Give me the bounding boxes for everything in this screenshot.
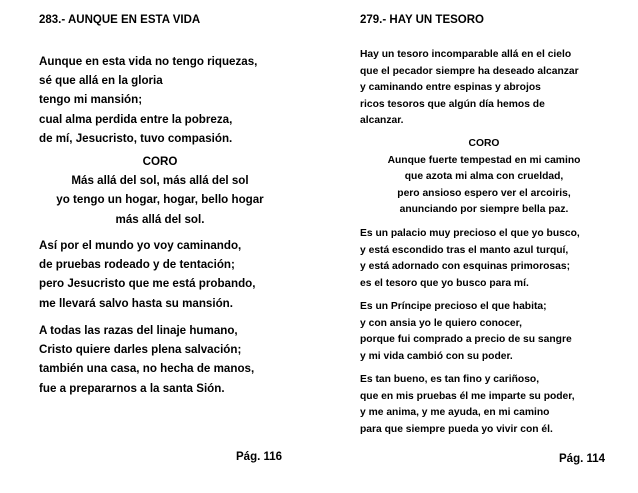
chorus-line: que azota mi alma con crueldad, <box>404 171 564 182</box>
verse-line: también una casa, no hecha de manos, <box>39 362 255 376</box>
stanza-4 <box>360 372 575 438</box>
page-number: Pág. 116 <box>236 451 283 463</box>
verse-line: A todas las razas del linaje humano, <box>39 324 238 337</box>
verse-line: pero Jesucristo que me está probando, <box>39 277 256 291</box>
verse-line: Es un Príncipe precioso el que habita; <box>360 301 547 312</box>
verse-line: porque fui comprado a precio de su sangre <box>360 334 572 345</box>
verse-line: tengo mi mansión; <box>39 93 143 107</box>
verse-line: de pruebas rodeado y de tentación; <box>39 258 235 272</box>
stanza-2 <box>39 236 255 313</box>
chorus-line: Más allá del sol, más allá del sol <box>71 174 249 188</box>
verse-line: sé que allá en la gloria <box>39 74 163 88</box>
verse-line: y con ansia yo le quiero conocer, <box>360 317 522 329</box>
verse-line: me llevará salvo hasta su mansión. <box>39 296 233 310</box>
chorus-line: más allá del sol. <box>115 212 205 226</box>
verse-line: Hay un tesoro incomparable allá en el cielo <box>360 49 572 60</box>
stanza-3 <box>39 321 254 398</box>
chorus-line: pero ansioso espero ver el arcoiris, <box>397 187 571 199</box>
verse-line: y está escondido tras el manto azul turquí, <box>360 244 569 256</box>
stanza-1 <box>360 47 579 130</box>
right-page <box>319 0 638 493</box>
chorus-line: anunciando por siempre bella paz. <box>399 204 569 215</box>
verse-line: ricos tesoros que algún día hemos de <box>360 98 545 110</box>
chorus <box>30 152 290 229</box>
verse-line: que en mis pruebas él me imparte su poder, <box>360 390 575 402</box>
verse-line: Cristo quiere darles plena salvación; <box>39 343 242 357</box>
verse-line: Es un palacio muy precioso el que yo busco, <box>360 228 580 239</box>
chorus-line: Aunque fuerte tempestad en mi camino <box>387 154 581 166</box>
stanza-2 <box>360 226 580 292</box>
verse-line: Es tan bueno, es tan fino y cariñoso, <box>360 374 540 385</box>
chorus-line: yo tengo un hogar, hogar, bello hogar <box>56 193 264 207</box>
verse-line: y caminando entre espinas y abrojos <box>360 82 541 93</box>
chorus <box>350 136 618 219</box>
verse-line: es el tesoro que yo busco para mí. <box>360 277 529 289</box>
verse-line: fue a prepararnos a la santa Sión. <box>39 381 225 395</box>
hymn-title-283: 283.- AUNQUE EN ESTA VIDA <box>39 14 201 26</box>
verse-line: Así por el mundo yo voy caminando, <box>39 239 242 252</box>
verse-line: Aunque en esta vida no tengo riquezas, <box>39 55 258 68</box>
page-number: Pág. 114 <box>559 453 606 465</box>
verse-line: alcanzar. <box>360 115 404 126</box>
hymn-title-279: 279.- HAY UN TESORO <box>360 14 484 26</box>
verse-line: y está adornado con esquinas primorosas; <box>360 261 571 272</box>
verse-line: para que siempre pueda yo vivir con él. <box>360 423 553 435</box>
stanza-1 <box>39 52 257 148</box>
verse-line: que el pecador siempre ha deseado alcanzar <box>360 65 579 77</box>
chorus-title: CORO <box>468 138 500 149</box>
verse-line: y me anima, y me ayuda, en mi camino <box>360 407 550 418</box>
chorus-title: CORO <box>142 155 178 168</box>
verse-line: cual alma perdida entre la pobreza, <box>39 112 233 126</box>
verse-line: y mi vida cambió con su poder. <box>360 350 513 362</box>
stanza-3 <box>360 299 572 365</box>
verse-line: de mí, Jesucristo, tuvo compasión. <box>39 131 233 145</box>
